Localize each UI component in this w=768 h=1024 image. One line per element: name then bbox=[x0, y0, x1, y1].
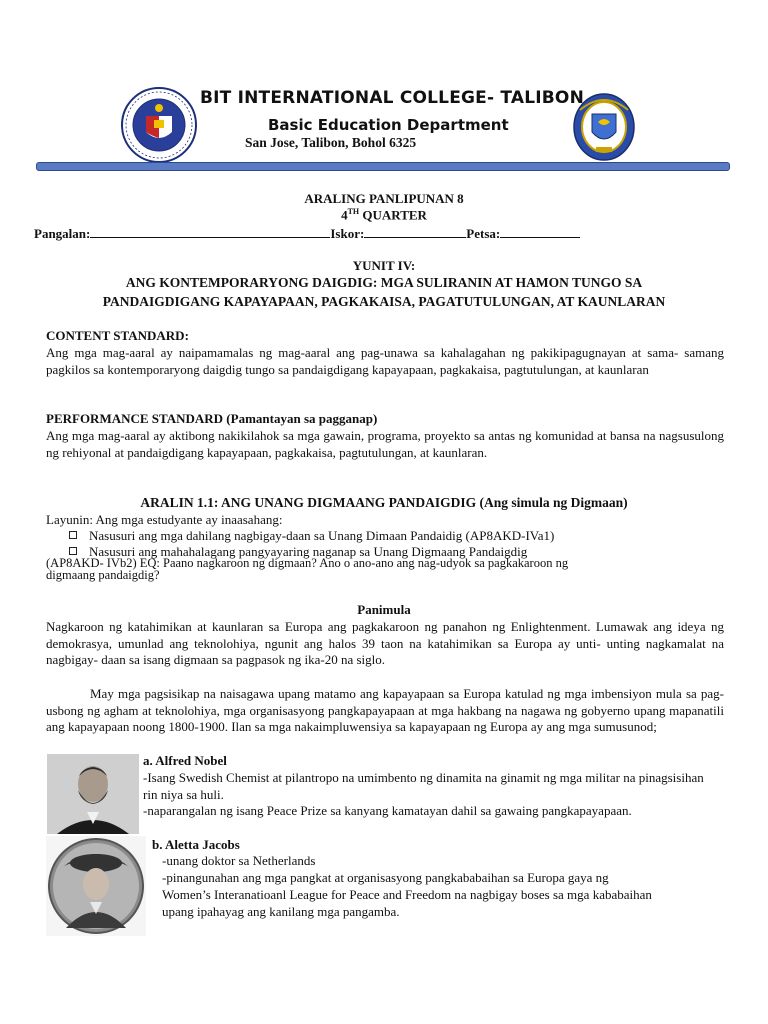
objective-item: Nasusuri ang mga dahilang nagbigay-daan sa Unang Dimaan Pandaidig (AP8AKD-IVa1) bbox=[69, 528, 554, 544]
subject-title: ARALING PANLIPUNAN 8 bbox=[304, 191, 464, 206]
person-name-nobel: a. Alfred Nobel bbox=[143, 753, 227, 768]
score-label: Iskor: bbox=[330, 226, 365, 241]
lesson-title: ARALIN 1.1: ANG UNANG DIGMAANG PANDAIGDIG (Ang simula ng Digmaan) bbox=[140, 495, 628, 510]
panimula-paragraph-2: May mga pagsisikap na naisagawa upang matamo ang kapayapaan sa Europa katulad ng mga imbensiyon mula sa pag-usbong ng agham at teknolohiya, mga organisasyong pangkapayapaan at mga hakbang na nagawa ng gobyerno upang mapanatili ang kapayapaan noong 1800-1900. Ilan sa mga nakaimpluwensiya sa kapayapaan ng Europa ay ang mga sumusunod; bbox=[46, 686, 724, 734]
alfred-nobel-portrait bbox=[47, 754, 139, 834]
name-label: Pangalan: bbox=[34, 226, 91, 241]
name-blank[interactable] bbox=[90, 225, 330, 238]
performance-standard-heading: PERFORMANCE STANDARD (Pamantayan sa pagganap) bbox=[46, 411, 378, 426]
bullet-square-icon bbox=[69, 531, 77, 539]
content-standard-text: Ang mga mag-aaral ay naipamamalas ng mag-aaral ang pag-unawa sa kahalagahan ng pakikipagugnayan at sama- samang pagkilos sa kontemporaryong daigdig tungo sa pandaigdigang kapayapaan, pagkakaisa, pagtutulungan, at kaunlaran bbox=[46, 345, 724, 377]
unit-number: YUNIT IV: bbox=[352, 258, 416, 273]
jacobs-description-3: Women’s Interanatioanl League for Peace and Freedom na nagbigay boses sa mga kababaihan bbox=[162, 887, 652, 902]
deped-seal-logo bbox=[120, 86, 198, 164]
score-blank[interactable] bbox=[364, 225, 466, 238]
performance-standard-text: Ang mga mag-aaral ay aktibong nakikilahok sa mga gawain, programa, proyekto sa antas ng komunidad at bansa na nagsusulong ng rehiyonal at pandaigdigang kapayapaan, pagkakaisa, pagtutulungan, at kaunlaran. bbox=[46, 428, 724, 460]
jacobs-description-2: -pinangunahan ang mga pangkat at organisasyong pangkababaihan sa Europa gaya ng bbox=[162, 870, 609, 885]
objectives-intro: Layunin: Ang mga estudyante ay inaasahang: bbox=[46, 512, 283, 527]
quarter-label: 4TH QUARTER bbox=[341, 207, 427, 223]
student-info-row bbox=[34, 225, 580, 242]
unit-title-line2: PANDAIGDIGANG KAPAYAPAAN, PAGKAKAISA, PAGATUTULUNGAN, AT KAUNLARAN bbox=[102, 294, 666, 309]
nobel-description-1: -Isang Swedish Chemist at pilantropo na umimbento ng dinamita na ginamit ng mga militar na pinagsisihan rin niya sa huli. bbox=[143, 770, 704, 802]
school-address: San Jose, Talibon, Bohol 6325 bbox=[245, 135, 417, 150]
header-divider bbox=[36, 162, 730, 171]
essential-question: (AP8AKD- IVb2) EQ: Paano nagkaroon ng digmaan? Ano o ano-ano ang nag-udyok sa pagkakaroon ng digmaang pandaigdig? bbox=[46, 556, 569, 582]
jacobs-description-1: -unang doktor sa Netherlands bbox=[162, 853, 316, 868]
department-name: Basic Education Department bbox=[268, 116, 509, 134]
bullet-square-icon bbox=[69, 547, 77, 555]
school-name: BIT INTERNATIONAL COLLEGE- TALIBON bbox=[200, 88, 584, 108]
aletta-jacobs-portrait bbox=[46, 836, 146, 936]
person-name-jacobs: b. Aletta Jacobs bbox=[152, 837, 240, 852]
panimula-heading: Panimula bbox=[357, 602, 411, 617]
unit-title-line1: ANG KONTEMPORARYONG DAIGDIG: MGA SULIRANIN AT HAMON TUNGO SA bbox=[125, 275, 643, 290]
objective-item: Nasusuri ang mahahalagang pangyayaring naganap sa Unang Digmaang Pandaigdig bbox=[69, 544, 527, 560]
nobel-description-2: -naparangalan ng isang Peace Prize sa kanyang kamatayan dahil sa gawaing pangkapayapaan. bbox=[143, 803, 632, 818]
content-standard-heading: CONTENT STANDARD: bbox=[46, 328, 189, 343]
date-blank[interactable] bbox=[500, 225, 580, 238]
panimula-paragraph-1: Nagkaroon ng katahimikan at kaunlaran sa Europa ang pagkakaroon ng panahon ng Enlightenment. Lumawak ang ideya ng demokrasya, umunlad ang teknolohiya, ngunit ang halos 39 taon na katahimikan sa Europa ay unti- unting nagkamalat na nagbigay- daan sa isang digmaan sa pagpasok ng ika-20 na siglo. bbox=[46, 619, 724, 667]
jacobs-description-4: upang ipahayag ang kanilang mga pangamba. bbox=[162, 904, 400, 919]
date-label: Petsa: bbox=[466, 226, 501, 241]
